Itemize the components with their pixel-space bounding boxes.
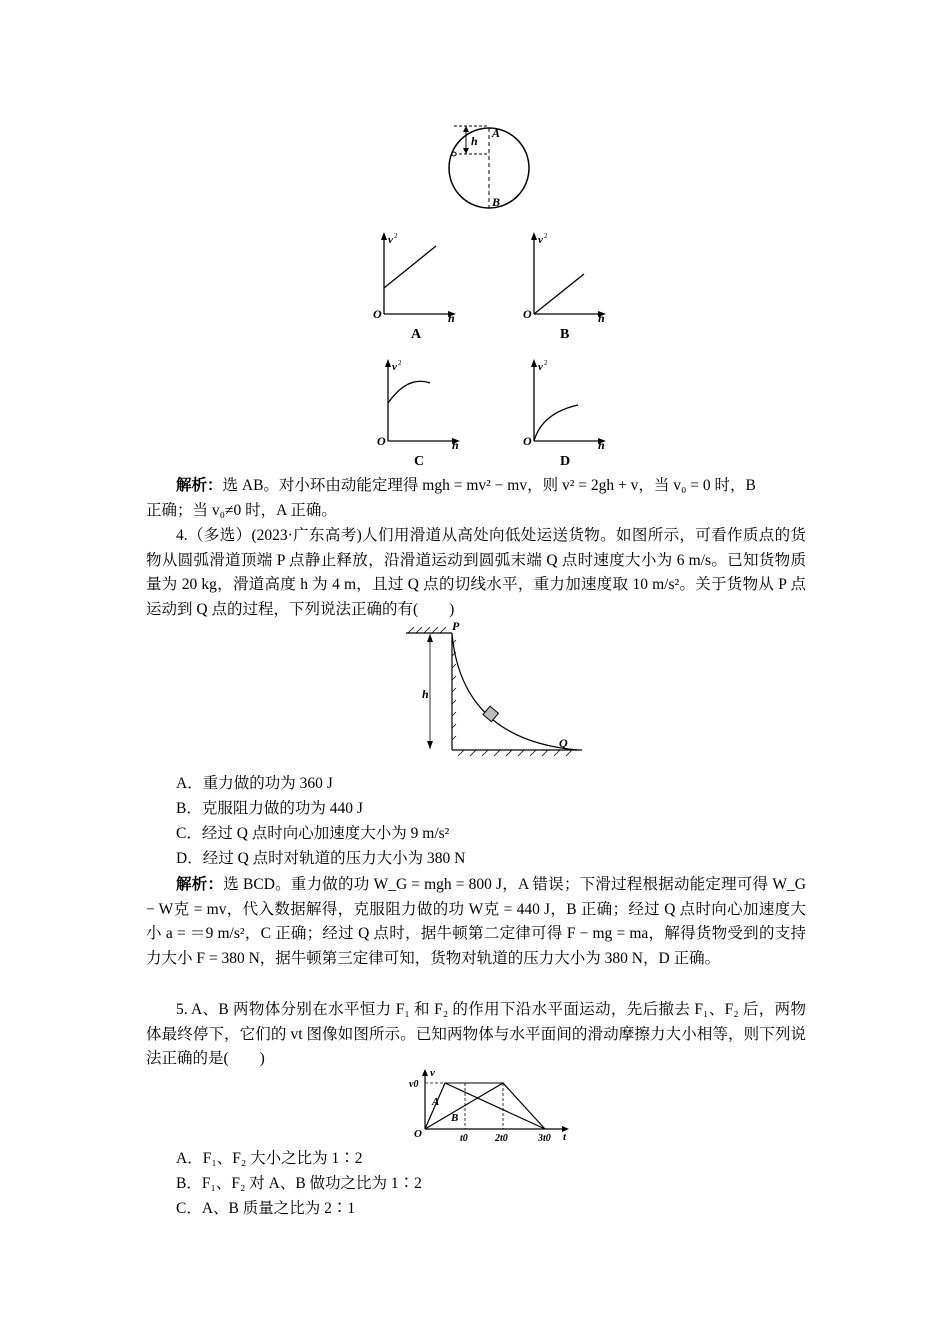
axis-sup: 2 bbox=[544, 359, 548, 367]
label-a: A bbox=[492, 126, 501, 140]
axis-h: h bbox=[598, 438, 605, 452]
q4-stem: 4.（多选）(2023·广东高考)人们用滑道从高处向低处运送货物。如图所示，可看作质点的货物从圆弧滑道顶端 P 点静止释放，沿滑道运动到圆弧末端 Q 点时速度大小为 6 m/s。已知货物质量为 20 kg，滑道高度 h 为 4 m，且过 Q 点的切线水平，重力加速度取 10 m/s²。关于货物从 P 点运动到 Q 点的过程，下列说法正确的有( ) bbox=[146, 527, 806, 618]
solution-text: 选 BCD。重力做的功 W_G = mgh = 800 J，A 错误；下滑过程根据动能定理可得 W_G − W克 = mv，代入数据解得，克服阻力做的功 W克 = 440 J，B 正确；经过 Q 点时向心加速度大小 a = ＝9 m/s²，C 正确；经过 Q 点时，据牛顿第二定律可得 F − mg = ma，解得货物受到的支持力大小 F = 380 N，据牛顿第三定律可知，货物对轨道的压力大小为 380 N，D 正确。 bbox=[146, 876, 806, 967]
q4-solution bbox=[146, 873, 806, 971]
caption-c: C bbox=[414, 454, 425, 469]
label-o: O bbox=[414, 1128, 422, 1140]
axis-sup: 2 bbox=[544, 232, 548, 240]
q3-solution-line2: 正确；当 v₀≠0 时，A 正确。 bbox=[146, 502, 337, 519]
axis-sup: 2 bbox=[394, 232, 398, 240]
axis-h: h bbox=[598, 311, 605, 325]
axis-v: v bbox=[538, 361, 543, 373]
slide-figure bbox=[398, 620, 598, 760]
q5-option-b: B．F₁、F₂ 对 A、B 做功之比为 1∶2 bbox=[176, 1175, 422, 1192]
axis-v: v bbox=[392, 361, 397, 373]
label-2t0: 2t0 bbox=[495, 1133, 508, 1144]
axis-v: v bbox=[538, 234, 543, 246]
origin: O bbox=[523, 307, 532, 321]
q5-option-c: C．A、B 质量之比为 2∶1 bbox=[176, 1200, 356, 1217]
q4-option-d: D．经过 Q 点时对轨道的压力大小为 380 N bbox=[176, 850, 466, 867]
label-v0: v0 bbox=[409, 1079, 419, 1090]
graph-a bbox=[370, 228, 470, 343]
label-p: P bbox=[452, 620, 460, 633]
circle-ring-figure bbox=[440, 120, 540, 215]
label-h: h bbox=[422, 687, 429, 701]
axis-h: h bbox=[448, 311, 455, 325]
label-t: t bbox=[563, 1131, 567, 1143]
label-b: B bbox=[451, 1112, 459, 1124]
q4-option-b: B．克服阻力做的功为 440 J bbox=[176, 800, 363, 817]
q5-stem: 5. A、B 两物体分别在水平恒力 F₁ 和 F₂ 的作用下沿水平面运动，先后撤去 F₁、F₂ 后，两物体最终停下，它们的 vt 图像如图所示。已知两物体与水平面间的滑动摩擦力大小相等，则下列说法正确的是( ) bbox=[146, 1001, 806, 1067]
origin: O bbox=[523, 434, 532, 448]
solution-text: 选 AB。对小环由动能定理得 mgh = mv² − mv，则 v² = 2gh + v，当 v₀ = 0 时，B bbox=[222, 477, 756, 494]
label-q: Q bbox=[559, 736, 568, 750]
label-a: A bbox=[432, 1096, 440, 1108]
caption-a: A bbox=[411, 327, 422, 342]
graph-d bbox=[520, 355, 620, 470]
vt-figure bbox=[405, 1068, 580, 1144]
axis-v: v bbox=[388, 234, 393, 246]
label-t0: t0 bbox=[460, 1133, 468, 1144]
label-v: v bbox=[430, 1068, 435, 1079]
caption-d: D bbox=[560, 454, 571, 469]
label-3t0: 3t0 bbox=[538, 1133, 551, 1144]
origin: O bbox=[377, 434, 386, 448]
solution-lead: 解析： bbox=[176, 477, 223, 494]
q5-option-a: A．F₁、F₂ 大小之比为 1∶2 bbox=[176, 1150, 363, 1167]
label-b: B bbox=[492, 195, 501, 209]
graph-c bbox=[374, 355, 474, 470]
origin: O bbox=[373, 307, 382, 321]
q4-option-a: A．重力做的功为 360 J bbox=[176, 775, 333, 792]
axis-h: h bbox=[452, 438, 459, 452]
caption-b: B bbox=[560, 327, 570, 342]
label-h: h bbox=[471, 134, 478, 148]
solution-lead: 解析： bbox=[176, 876, 224, 893]
q3-solution-line1 bbox=[176, 475, 756, 497]
graph-b bbox=[520, 228, 620, 343]
axis-sup: 2 bbox=[398, 359, 402, 367]
q4-option-c: C．经过 Q 点时向心加速度大小为 9 m/s² bbox=[176, 825, 450, 842]
